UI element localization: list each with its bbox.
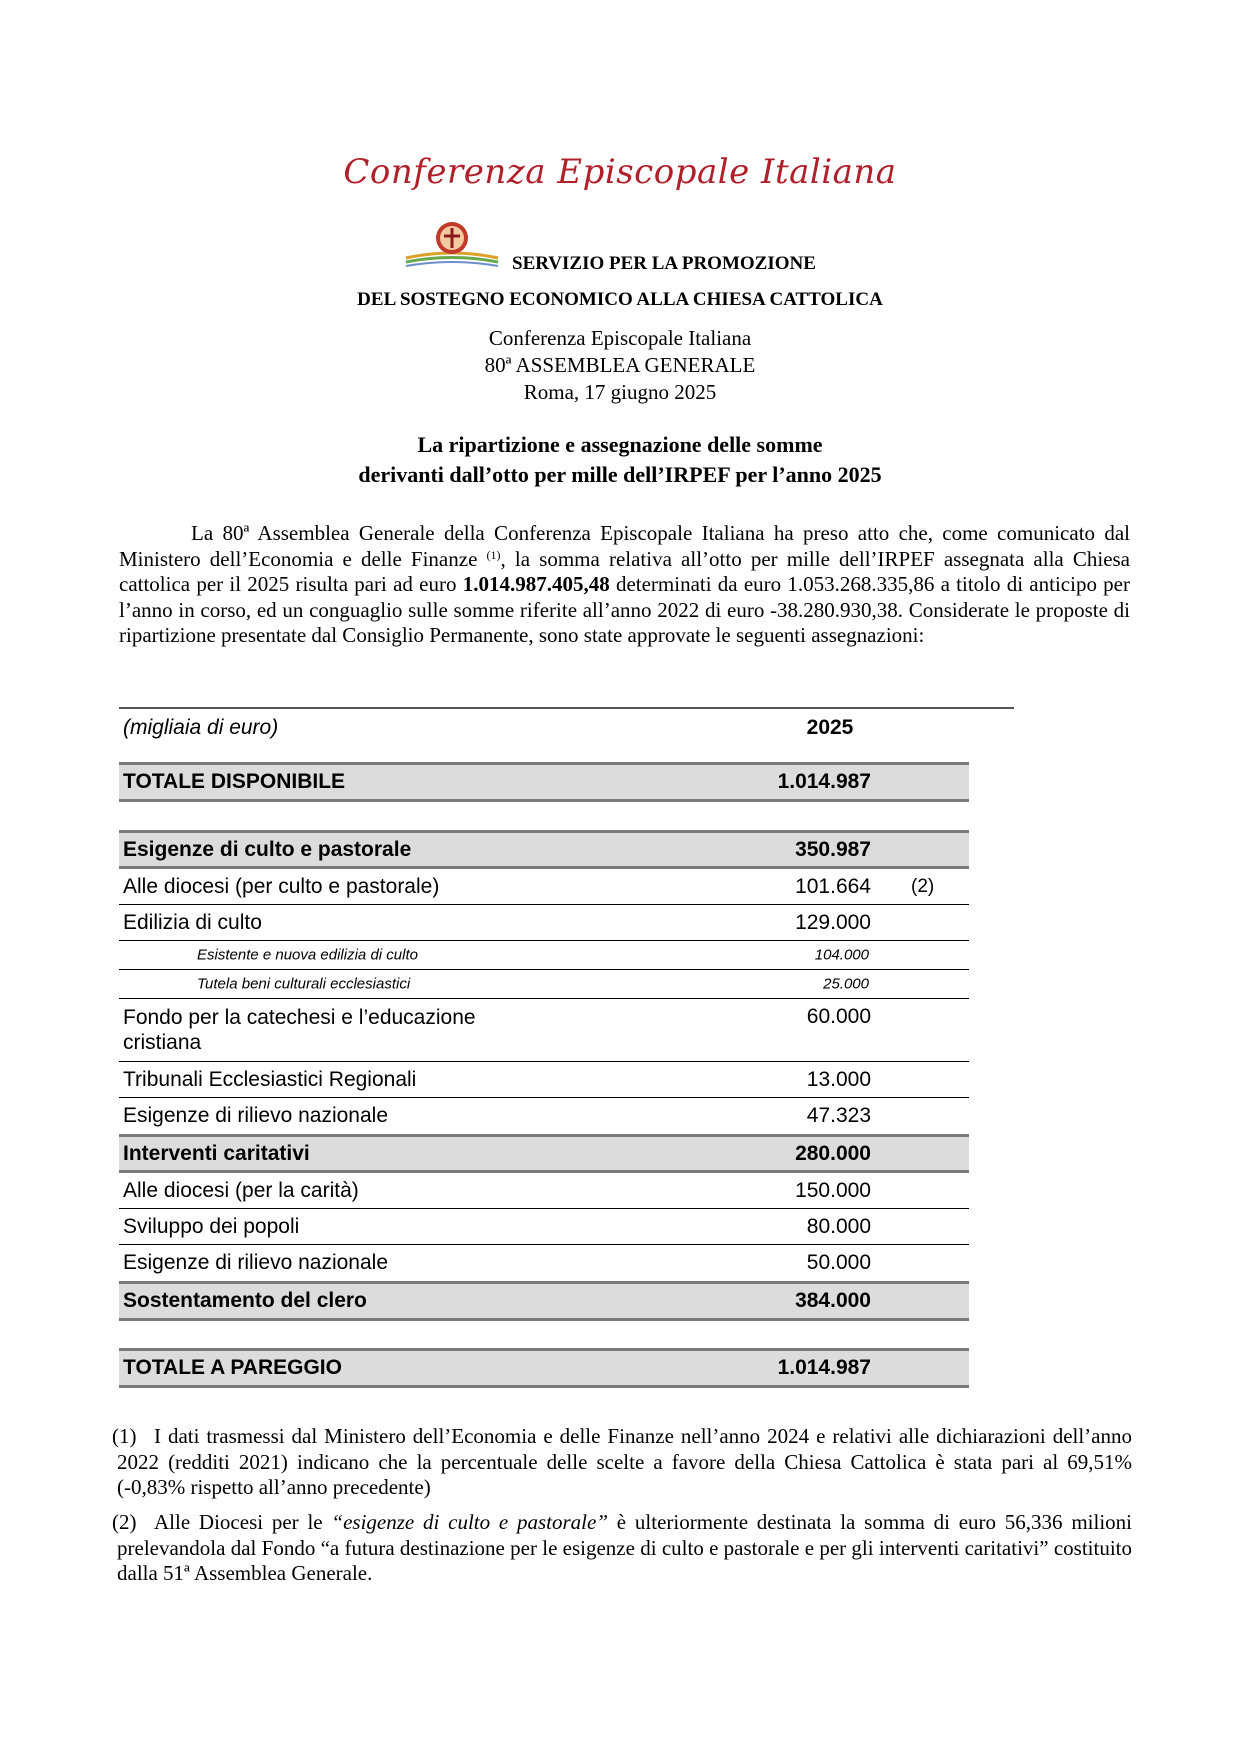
row-value: 80.000 xyxy=(806,1214,871,1238)
row-label: TOTALE A PAREGGIO xyxy=(123,1356,342,1379)
emblem-icon xyxy=(402,218,502,268)
row-label-line-1: Fondo per la catechesi e l’educazione xyxy=(123,1006,476,1029)
table-row-worship-pastoral xyxy=(119,830,969,869)
logo-wordmark: Conferenza Episcopale Italiana xyxy=(343,152,897,192)
row-label: Esigenze di rilievo nazionale xyxy=(123,1104,388,1127)
row-label xyxy=(123,1005,543,1055)
table-row-clergy-support xyxy=(119,1281,969,1321)
row-label: Alle diocesi (per la carità) xyxy=(123,1178,359,1202)
footnote-2 xyxy=(112,1510,1132,1587)
row-value: 1.014.987 xyxy=(777,1356,871,1379)
meta-line: Conferenza Episcopale Italiana xyxy=(488,326,752,350)
footnote-text-post: è ulteriormente destinata la somma di euro 56,336 milioni prelevandola dal Fondo “a futura destinazione per le esigenze di culto e pastorale e per gli interventi caritativi” costituito dalla 51ª Assemblea Generale. xyxy=(117,1510,1133,1585)
document-title xyxy=(0,430,1240,490)
row-label: Esigenze di rilievo nazionale xyxy=(123,1251,388,1274)
org-line-1: SERVIZIO PER LA PROMOZIONE xyxy=(512,253,816,274)
meta-line: Roma, 17 giugno 2025 xyxy=(523,380,717,404)
footnote-ref-2: (2) xyxy=(911,875,935,897)
footnote-text: I dati trasmessi dal Ministero dell’Economia e delle Finanze nell’anno 2024 e relativi alle dichiarazioni dell’anno 2022 (redditi 2021) indicano che la percentuale delle scelte a favore della Chiesa Cattolica è stata pari al 69,51% (-0,83% rispetto all’anno precedente) xyxy=(117,1424,1132,1499)
row-label: TOTALE DISPONIBILE xyxy=(123,770,346,793)
table-year-header: 2025 xyxy=(806,716,854,739)
table-row xyxy=(119,1173,969,1209)
meeting-info xyxy=(0,325,1240,406)
table-top-rule xyxy=(119,707,1014,709)
row-value: 150.000 xyxy=(795,1178,871,1202)
intro-text-1: La 80ª Assemblea Generale della Conferenza Episcopale Italiana ha preso atto che, come comunicato dal Ministero dell’Economia e delle Finanze xyxy=(119,521,1130,571)
table-row xyxy=(119,1209,969,1245)
footnote-text-pre: Alle Diocesi per le xyxy=(154,1510,332,1534)
table-row xyxy=(119,869,969,905)
table-row xyxy=(119,1098,969,1134)
row-label: Interventi caritativi xyxy=(123,1141,310,1165)
row-value: 1.014.987 xyxy=(777,770,871,793)
row-value: 60.000 xyxy=(806,1005,871,1028)
intro-text-2: , la somma relativa all’otto per mille dell’IRPEF assegnata alla Chiesa cattolica per il 2025 risulta pari ad euro xyxy=(119,546,1131,596)
row-value: 101.664 xyxy=(795,874,871,898)
meta-line: 80ª ASSEMBLEA GENERALE xyxy=(484,353,756,377)
row-value: 25.000 xyxy=(823,975,869,993)
table-row xyxy=(119,1062,969,1098)
footnote-text-italic: “esigenze di culto e pastorale” xyxy=(331,1510,609,1534)
title-line-2: derivanti dall’otto per mille dell’IRPEF per l’anno 2025 xyxy=(358,462,882,487)
row-label: Esistente e nuova edilizia di culto xyxy=(197,946,418,964)
table-row xyxy=(119,999,969,1062)
row-label: Edilizia di culto xyxy=(123,910,262,934)
row-value: 13.000 xyxy=(806,1067,871,1091)
intro-paragraph xyxy=(119,521,1130,649)
title-line-1: La ripartizione e assegnazione delle somme xyxy=(417,432,823,457)
row-value: 50.000 xyxy=(806,1251,871,1274)
row-label: Sostentamento del clero xyxy=(123,1289,367,1312)
row-value: 104.000 xyxy=(814,946,869,964)
footnote-ref-1: (1) xyxy=(486,547,501,562)
row-value: 280.000 xyxy=(795,1141,871,1165)
table-row-charity xyxy=(119,1134,969,1173)
table-row xyxy=(119,1245,969,1281)
footnote-number: (2) xyxy=(112,1510,137,1534)
intro-text-3: determinati da euro 1.053.268.335,86 a titolo di anticipo per l’anno in corso, ed un conguaglio sulle somme riferite all’anno 2022 di euro -38.280.930,38. Considerate le proposte di ripartizione presentate dal Consiglio Permanente, sono state approvate le seguenti assegnazioni: xyxy=(119,572,1130,647)
org-line-2: DEL SOSTEGNO ECONOMICO ALLA CHIESA CATTOLICA xyxy=(357,289,883,310)
row-value: 384.000 xyxy=(795,1289,871,1312)
table-row-total-available xyxy=(119,762,969,802)
table-subrow xyxy=(119,970,969,999)
footnote-1 xyxy=(112,1424,1132,1501)
row-label: Sviluppo dei popoli xyxy=(123,1214,300,1238)
footnote-number: (1) xyxy=(112,1424,137,1448)
row-label-line-2: cristiana xyxy=(123,1031,202,1054)
table-unit-label: (migliaia di euro) xyxy=(123,716,279,739)
total-amount: 1.014.987.405,48 xyxy=(462,572,610,596)
footnote-text xyxy=(112,1510,1132,1587)
table-row xyxy=(119,905,969,941)
row-value: 129.000 xyxy=(795,910,871,934)
table-subrow xyxy=(119,941,969,970)
row-value: 350.987 xyxy=(795,837,871,861)
row-value: 47.323 xyxy=(806,1104,871,1127)
row-label: Alle diocesi (per culto e pastorale) xyxy=(123,874,440,898)
row-label: Esigenze di culto e pastorale xyxy=(123,837,412,861)
row-label: Tribunali Ecclesiastici Regionali xyxy=(123,1067,417,1091)
table-row-total-balance xyxy=(119,1348,969,1388)
row-label: Tutela beni culturali ecclesiastici xyxy=(197,975,411,993)
